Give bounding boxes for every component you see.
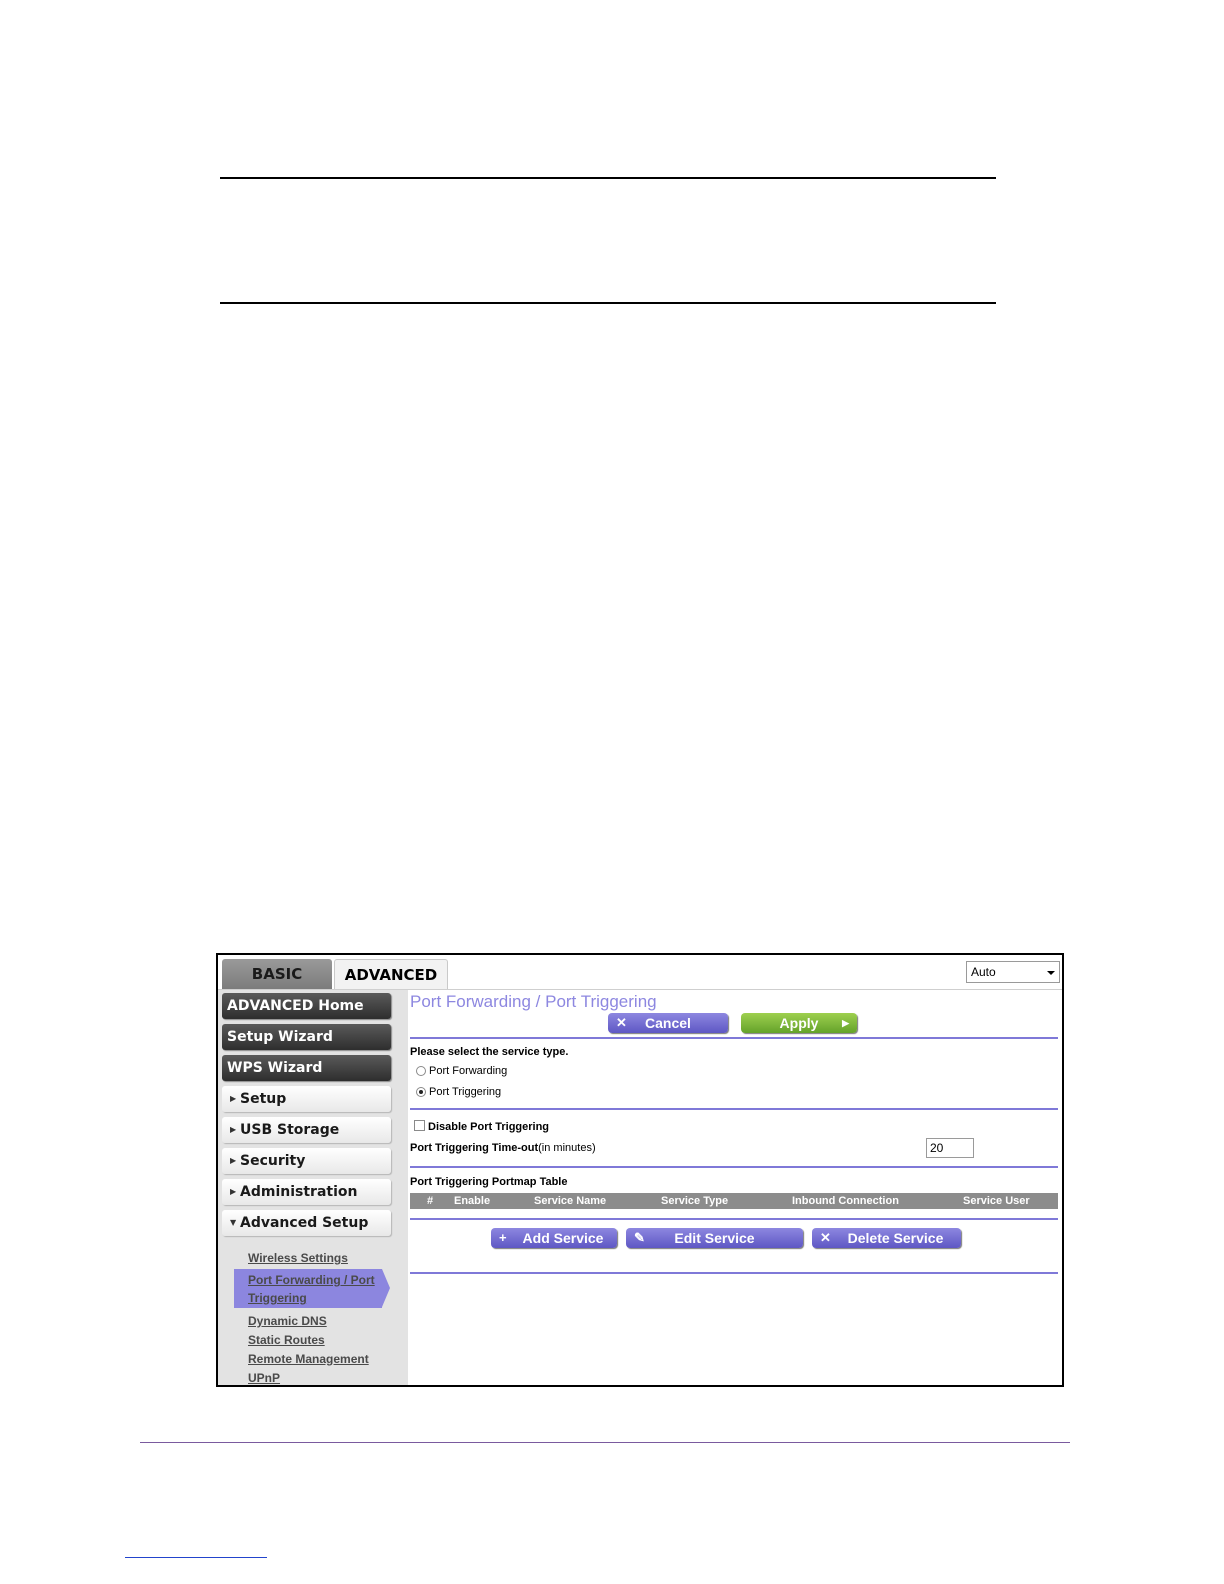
sidebar-item-advanced-home[interactable]: ADVANCED Home	[222, 993, 391, 1019]
middle-rule	[220, 302, 996, 304]
submenu-wireless-settings[interactable]: Wireless Settings	[248, 1251, 348, 1265]
sidebar-item-label: Setup	[240, 1091, 287, 1107]
play-icon: ▶	[842, 1018, 849, 1028]
sidebar-item-advanced-setup[interactable]	[222, 1210, 391, 1236]
radio-port-forwarding[interactable]	[416, 1066, 426, 1076]
tab-basic[interactable]: BASIC	[222, 959, 332, 989]
submenu-dynamic-dns[interactable]: Dynamic DNS	[248, 1314, 327, 1328]
caret-right-icon: ▶	[230, 1187, 237, 1196]
portmap-table-header	[410, 1193, 1058, 1209]
caret-down-icon: ▼	[230, 1218, 237, 1227]
edit-service-button[interactable]: ✎ Edit Service	[626, 1228, 803, 1248]
sidebar-item-label: Administration	[240, 1184, 358, 1200]
radio-port-triggering[interactable]	[416, 1087, 426, 1097]
column-header: Service Name	[534, 1195, 607, 1207]
sidebar-item-administration[interactable]	[222, 1179, 391, 1205]
language-select-value: Auto	[971, 965, 996, 979]
plus-icon: +	[499, 1230, 507, 1245]
separator	[410, 1272, 1058, 1274]
sidebar-item-wps-wizard[interactable]: WPS Wizard	[222, 1055, 391, 1081]
close-icon: ✕	[820, 1230, 831, 1245]
language-select[interactable]	[966, 961, 1060, 983]
separator	[410, 1166, 1058, 1168]
timeout-label	[410, 1142, 596, 1154]
caret-right-icon: ▶	[230, 1094, 237, 1103]
sidebar-item-label: USB Storage	[240, 1122, 340, 1138]
disable-port-triggering-label: Disable Port Triggering	[428, 1121, 550, 1133]
caret-right-icon: ▶	[230, 1156, 237, 1165]
caret-right-icon: ▶	[230, 1125, 237, 1134]
submenu-active-pointer	[382, 1269, 390, 1307]
tab-advanced[interactable]: ADVANCED	[334, 959, 448, 989]
separator	[410, 1037, 1058, 1039]
cancel-button[interactable]: ✕ Cancel	[608, 1013, 728, 1033]
column-header: Service User	[963, 1195, 1030, 1207]
sidebar-item-label: Advanced Setup	[240, 1215, 369, 1231]
close-icon: ✕	[616, 1015, 627, 1030]
chevron-down-icon	[1047, 971, 1055, 975]
sidebar-item-label: Security	[240, 1153, 306, 1169]
top-rule	[220, 177, 996, 179]
column-header: Inbound Connection	[792, 1195, 899, 1207]
port-triggering-label: Port Triggering	[429, 1086, 502, 1098]
timeout-unit: (in minutes)	[538, 1142, 596, 1154]
footer-rule	[140, 1442, 1070, 1443]
sidebar-item-security[interactable]	[222, 1148, 391, 1174]
page-title: Port Forwarding / Port Triggering	[410, 992, 657, 1011]
submenu-upnp[interactable]: UPnP	[248, 1371, 281, 1385]
pencil-icon: ✎	[634, 1230, 645, 1245]
sidebar-item-setup-wizard[interactable]: Setup Wizard	[222, 1024, 391, 1050]
separator	[410, 1218, 1058, 1220]
submenu-remote-management[interactable]: Remote Management	[248, 1352, 369, 1366]
sidebar	[218, 990, 408, 1387]
timeout-label-text: Port Triggering Time-out	[410, 1142, 539, 1154]
column-header: Service Type	[661, 1195, 729, 1207]
footer-link-underline	[125, 1557, 267, 1558]
main-panel	[408, 990, 1060, 1387]
delete-service-button[interactable]: ✕ Delete Service	[812, 1228, 961, 1248]
disable-port-triggering-checkbox[interactable]	[414, 1120, 425, 1131]
submenu-static-routes[interactable]: Static Routes	[248, 1333, 325, 1347]
table-title: Port Triggering Portmap Table	[410, 1176, 568, 1188]
add-service-button[interactable]: + Add Service	[491, 1228, 617, 1248]
top-bar	[218, 955, 1062, 990]
timeout-input[interactable]: 20	[926, 1138, 974, 1158]
column-header: Enable	[454, 1195, 491, 1207]
column-header: #	[427, 1195, 434, 1207]
sidebar-item-setup[interactable]	[222, 1086, 391, 1112]
apply-button[interactable]: Apply ▶	[741, 1013, 857, 1033]
router-admin-screenshot	[216, 953, 1064, 1387]
service-type-prompt: Please select the service type.	[410, 1046, 569, 1058]
port-forwarding-label: Port Forwarding	[429, 1065, 508, 1077]
separator	[410, 1108, 1058, 1110]
submenu-port-forwarding[interactable]: Port Forwarding / Port Triggering	[248, 1273, 375, 1305]
sidebar-item-usb-storage[interactable]	[222, 1117, 391, 1143]
